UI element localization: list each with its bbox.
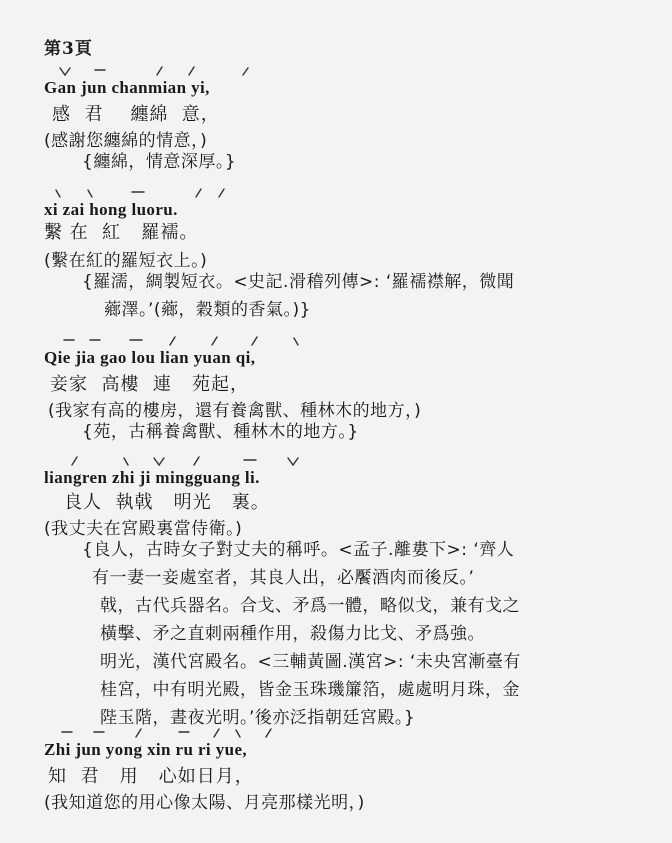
hanzi-line: 繫 在 紅 羅襦。 [44, 222, 199, 243]
tone-marks-icon [44, 724, 304, 740]
page-label: 第3頁 [44, 39, 93, 59]
hanzi-line: 感 君 纏綿 意， [52, 104, 220, 125]
note-line: {纏綿，情意深厚。} [82, 152, 237, 172]
pinyin-text: xi zai hong luoru. [44, 200, 178, 219]
hanzi-line: 知 君 用 心如日月， [48, 766, 254, 787]
pinyin-text: Zhi jun yong xin ru ri yue, [44, 740, 248, 759]
note-line: 有一妻一妾處室者，其良人出，必饜酒肉而後反。’ [92, 568, 475, 588]
note-line: 明光，漢代宮殿名。<三輔黃圖.漢宮>: ‘未央宮漸臺有 [100, 652, 521, 672]
note-line: 戟，古代兵器名。合戈、矛爲一體，略似戈，兼有戈之 [100, 596, 520, 616]
annotation-note [82, 268, 514, 324]
tone-marks-icon [44, 184, 264, 200]
note-line: 薌澤。’(薌，穀類的香氣。)} [104, 300, 311, 320]
note-line: {苑，古稱養禽獸、種林木的地方。} [82, 422, 359, 442]
note-line: 陛玉階，晝夜光明。’後亦泛指朝廷宮殿。} [100, 708, 416, 728]
translation-line: (感謝您纏綿的情意，) [44, 131, 208, 151]
note-line: {良人，古時女子對丈夫的稱呼。<孟子.離婁下>: ‘齊人 [82, 540, 515, 560]
annotation-note [82, 536, 521, 732]
pinyin-text: Qie jia gao lou lian yuan qi, [44, 348, 256, 367]
translation-line: (我知道您的用心像太陽、月亮那樣光明，) [44, 793, 365, 813]
tone-marks-icon [44, 332, 314, 348]
tone-marks-icon [44, 452, 304, 468]
pinyin-text: Gan jun chanmian yi, [44, 78, 210, 97]
hanzi-line: 妾家 高樓 連 苑起， [50, 374, 250, 395]
annotation-note [82, 418, 359, 446]
note-line: 橫擊、矛之直刺兩種作用，殺傷力比戈、矛爲強。 [100, 624, 485, 644]
note-line: {羅濡，綢製短衣。<史記.滑稽列傳>: ‘羅襦襟解，微聞 [82, 272, 515, 292]
note-line: 桂宮，中有明光殿，皆金玉珠璣簾箔，處處明月珠，金 [100, 680, 520, 700]
translation-line: (繫在紅的羅短衣上。) [44, 251, 208, 271]
translation-line: (我丈夫在宮殿裏當侍衛。) [44, 519, 243, 539]
tone-marks-icon [44, 62, 264, 78]
pinyin-text: liangren zhi ji mingguang li. [44, 468, 260, 487]
translation-line: (我家有高的樓房，還有養禽獸、種林木的地方，) [48, 401, 422, 421]
annotation-note [82, 148, 236, 176]
hanzi-line: 良人 執戟 明光 裏。 [64, 492, 270, 513]
